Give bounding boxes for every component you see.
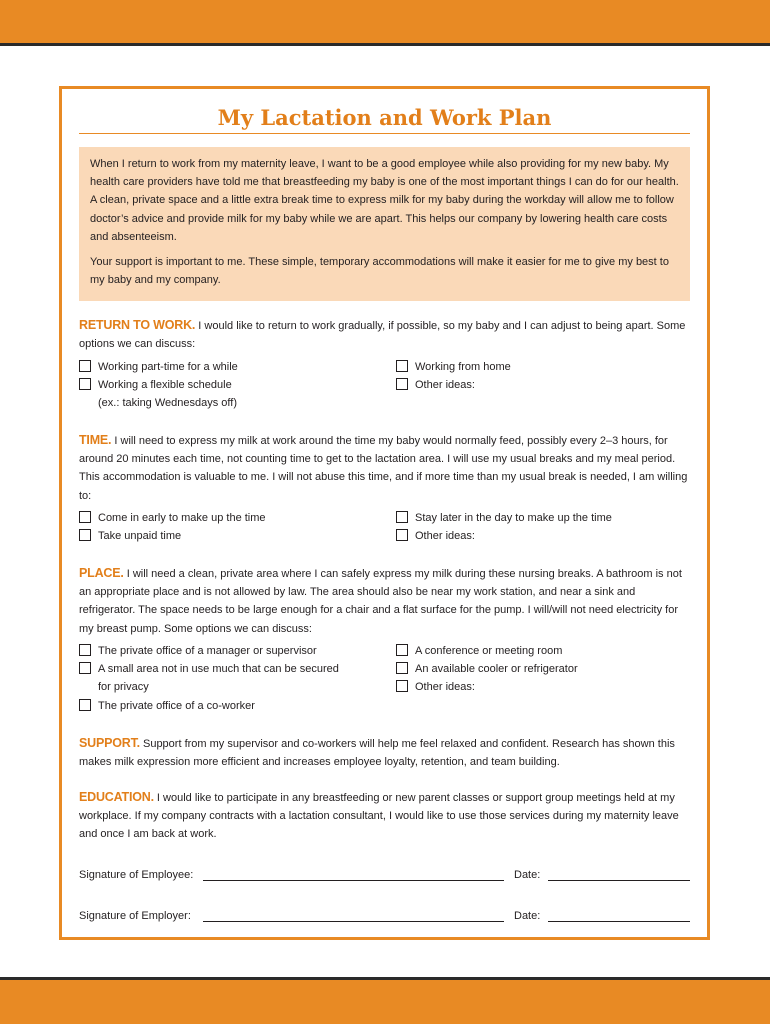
page-title: My Lactation and Work Plan: [217, 105, 552, 130]
option-small-area[interactable]: A small area not in use much that can be secured: [79, 660, 379, 678]
time-section: [79, 431, 693, 505]
checkbox[interactable]: [79, 699, 91, 711]
return-to-work-label: RETURN TO WORK.: [79, 318, 196, 332]
checkbox[interactable]: [79, 378, 91, 390]
place-options-right: [396, 642, 696, 697]
option-cooler-refrigerator[interactable]: An available cooler or refrigerator: [396, 660, 696, 678]
option-come-in-early[interactable]: Come in early to make up the time: [79, 509, 379, 527]
intro-box: [79, 147, 690, 301]
intro-paragraph-1: When I return to work from my maternity leave, I want to be a good employee while also providing for my new baby. My health care providers have told me that breastfeeding my baby is one of the most important things I can do for our health. A clean, private space and a little extra break time to express milk for my baby during the workday will allow me to follow doctor’s advice and provide milk for my baby while we are apart. This helps our company by lowering health care costs and absenteeism.: [90, 158, 679, 243]
checkbox[interactable]: [396, 529, 408, 541]
time-text: I will need to express my milk at work around the time my baby would normally feed, possibly every 2–3 hours, for around 20 minutes each time, not counting time to get to the lactation area. I will use my usual breaks and my meal period. This accommodation is valuable to me. I will not abuse this time, and if more time than my usual break is needed, I am willing to:: [79, 435, 688, 502]
checkbox[interactable]: [396, 378, 408, 390]
option-other-ideas[interactable]: Other ideas:: [396, 678, 696, 696]
place-section: [79, 564, 693, 638]
option-unpaid-time[interactable]: Take unpaid time: [79, 527, 379, 545]
employer-signature-row: [79, 906, 690, 926]
checkbox[interactable]: [396, 644, 408, 656]
employee-signature-row: [79, 865, 690, 885]
option-coworker-office[interactable]: The private office of a co-worker: [79, 697, 379, 715]
employee-signature-line[interactable]: [203, 880, 504, 881]
checkbox[interactable]: [79, 511, 91, 523]
option-small-area-note: for privacy: [98, 681, 149, 694]
checkbox[interactable]: [79, 662, 91, 674]
time-options-right: [396, 509, 696, 545]
checkbox[interactable]: [396, 360, 408, 372]
option-flexible-schedule[interactable]: Working a flexible schedule: [79, 376, 379, 394]
option-flexible-note: (ex.: taking Wednesdays off): [98, 397, 237, 410]
place-label: PLACE.: [79, 566, 124, 580]
intro-paragraph-2: Your support is important to me. These simple, temporary accommodations will make it easier for me to give my best to my baby and my company.: [90, 256, 669, 287]
option-part-time[interactable]: Working part-time for a while: [79, 358, 379, 376]
place-options-left: [79, 642, 379, 715]
checkbox[interactable]: [79, 529, 91, 541]
employer-date-label: Date:: [514, 910, 541, 922]
return-to-work-section: [79, 316, 693, 353]
return-to-work-options-left: [79, 358, 379, 413]
return-to-work-text: I would like to return to work gradually, if possible, so my baby and I can adjust to being apart. Some options we can discuss:: [79, 320, 686, 351]
return-to-work-options-right: [396, 358, 696, 394]
education-section: [79, 788, 693, 844]
time-label: TIME.: [79, 433, 112, 447]
option-conference-room[interactable]: A conference or meeting room: [396, 642, 696, 660]
checkbox[interactable]: [396, 511, 408, 523]
support-label: SUPPORT.: [79, 736, 140, 750]
top-banner: [0, 0, 770, 46]
option-stay-later[interactable]: Stay later in the day to make up the time: [396, 509, 696, 527]
time-options-left: [79, 509, 379, 545]
education-text: I would like to participate in any breastfeeding or new parent classes or support group meetings held at my workplace. If my company contracts with a lactation consultant, I would like to use those services during my maternity leave and once I am back at work.: [79, 792, 679, 841]
checkbox[interactable]: [396, 662, 408, 674]
place-text: I will need a clean, private area where I can safely express my milk during these nursing breaks. A bathroom is not an appropriate place and is not allowed by law. The area should also be near my work station, and near a sink and refrigerator. The space needs to be large enough for a chair and a flat surface for the pump. I will/will not need electricity for my breast pump. Some options we can discuss:: [79, 568, 682, 635]
employer-date-line[interactable]: [548, 921, 690, 922]
support-text: Support from my supervisor and co-workers will help me feel relaxed and confident. Research has shown this makes milk expression more efficient and increases employee loyalty, retention, and team building.: [79, 738, 675, 769]
title-divider: [79, 133, 690, 134]
employee-signature-label: Signature of Employee:: [79, 869, 194, 881]
checkbox[interactable]: [396, 680, 408, 692]
education-label: EDUCATION.: [79, 790, 154, 804]
option-other-ideas[interactable]: Other ideas:: [396, 527, 696, 545]
option-work-from-home[interactable]: Working from home: [396, 358, 696, 376]
bottom-banner: [0, 977, 770, 1024]
employee-date-label: Date:: [514, 869, 541, 881]
option-other-ideas[interactable]: Other ideas:: [396, 376, 696, 394]
option-manager-office[interactable]: The private office of a manager or supervisor: [79, 642, 379, 660]
checkbox[interactable]: [79, 644, 91, 656]
employee-date-line[interactable]: [548, 880, 690, 881]
checkbox[interactable]: [79, 360, 91, 372]
employer-signature-line[interactable]: [203, 921, 504, 922]
employer-signature-label: Signature of Employer:: [79, 910, 191, 922]
support-section: [79, 734, 693, 771]
